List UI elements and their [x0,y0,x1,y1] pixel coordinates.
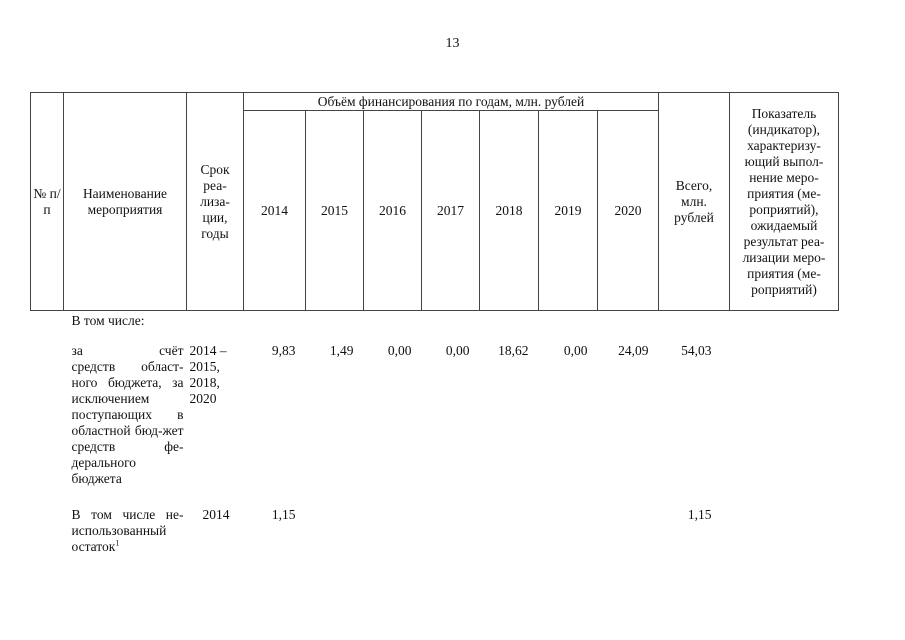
page-number: 13 [445,36,460,51]
row-total: 1,15 [687,507,712,522]
row-value: 0,00 [563,343,588,358]
header-year: 2017 [422,111,480,311]
row-value [306,487,364,555]
row-value: 0,00 [445,343,470,358]
row-name-text: В том числе не-использованный остаток [71,507,184,554]
row-value [539,487,598,555]
row-name: за счёт средств област-ного бюджета, за исключением поступающих в областной бюд-жет средств фе-дерального бюджета [71,343,184,486]
header-funding-group: Объём финансирования по годам, млн. рублей [244,93,659,111]
row-value [480,487,539,555]
row-value: 9,83 [271,343,296,358]
table-row [31,329,839,487]
row-value [598,487,659,555]
header-year: 2014 [244,111,306,311]
header-total: Всего, млн. рублей [659,93,730,311]
row-label: В том числе: [71,313,145,328]
table-row [31,487,839,555]
header-year: 2016 [364,111,422,311]
row-term: 2014 – 2015, 2018, 2020 [189,343,227,406]
row-value [364,487,422,555]
header-year: 2018 [480,111,539,311]
row-value: 0,00 [387,343,412,358]
funding-table [30,92,839,555]
header-year: 2020 [598,111,659,311]
row-total: 54,03 [681,343,712,358]
header-indicator: Показатель (индикатор), характеризу- ющий выпол- нение меро- приятия (ме- роприятий), ожидаемый результат реа- лизации меро- приятия (ме- роприятий) [730,93,839,311]
table-row [31,311,839,330]
row-value [422,487,480,555]
header-year: 2019 [539,111,598,311]
row-term: 2014 [202,507,230,522]
header-name: Наименование мероприятия [64,93,187,311]
footnote-marker: 1 [115,538,120,548]
row-value: 1,49 [329,343,354,358]
header-year: 2015 [306,111,364,311]
row-value: 24,09 [618,343,649,358]
row-value: 1,15 [271,507,296,522]
header-term: Срок реа- лиза- ции, годы [187,93,244,311]
row-value: 18,62 [498,343,529,358]
row-name [64,487,187,555]
header-num: № п/п [31,93,64,311]
